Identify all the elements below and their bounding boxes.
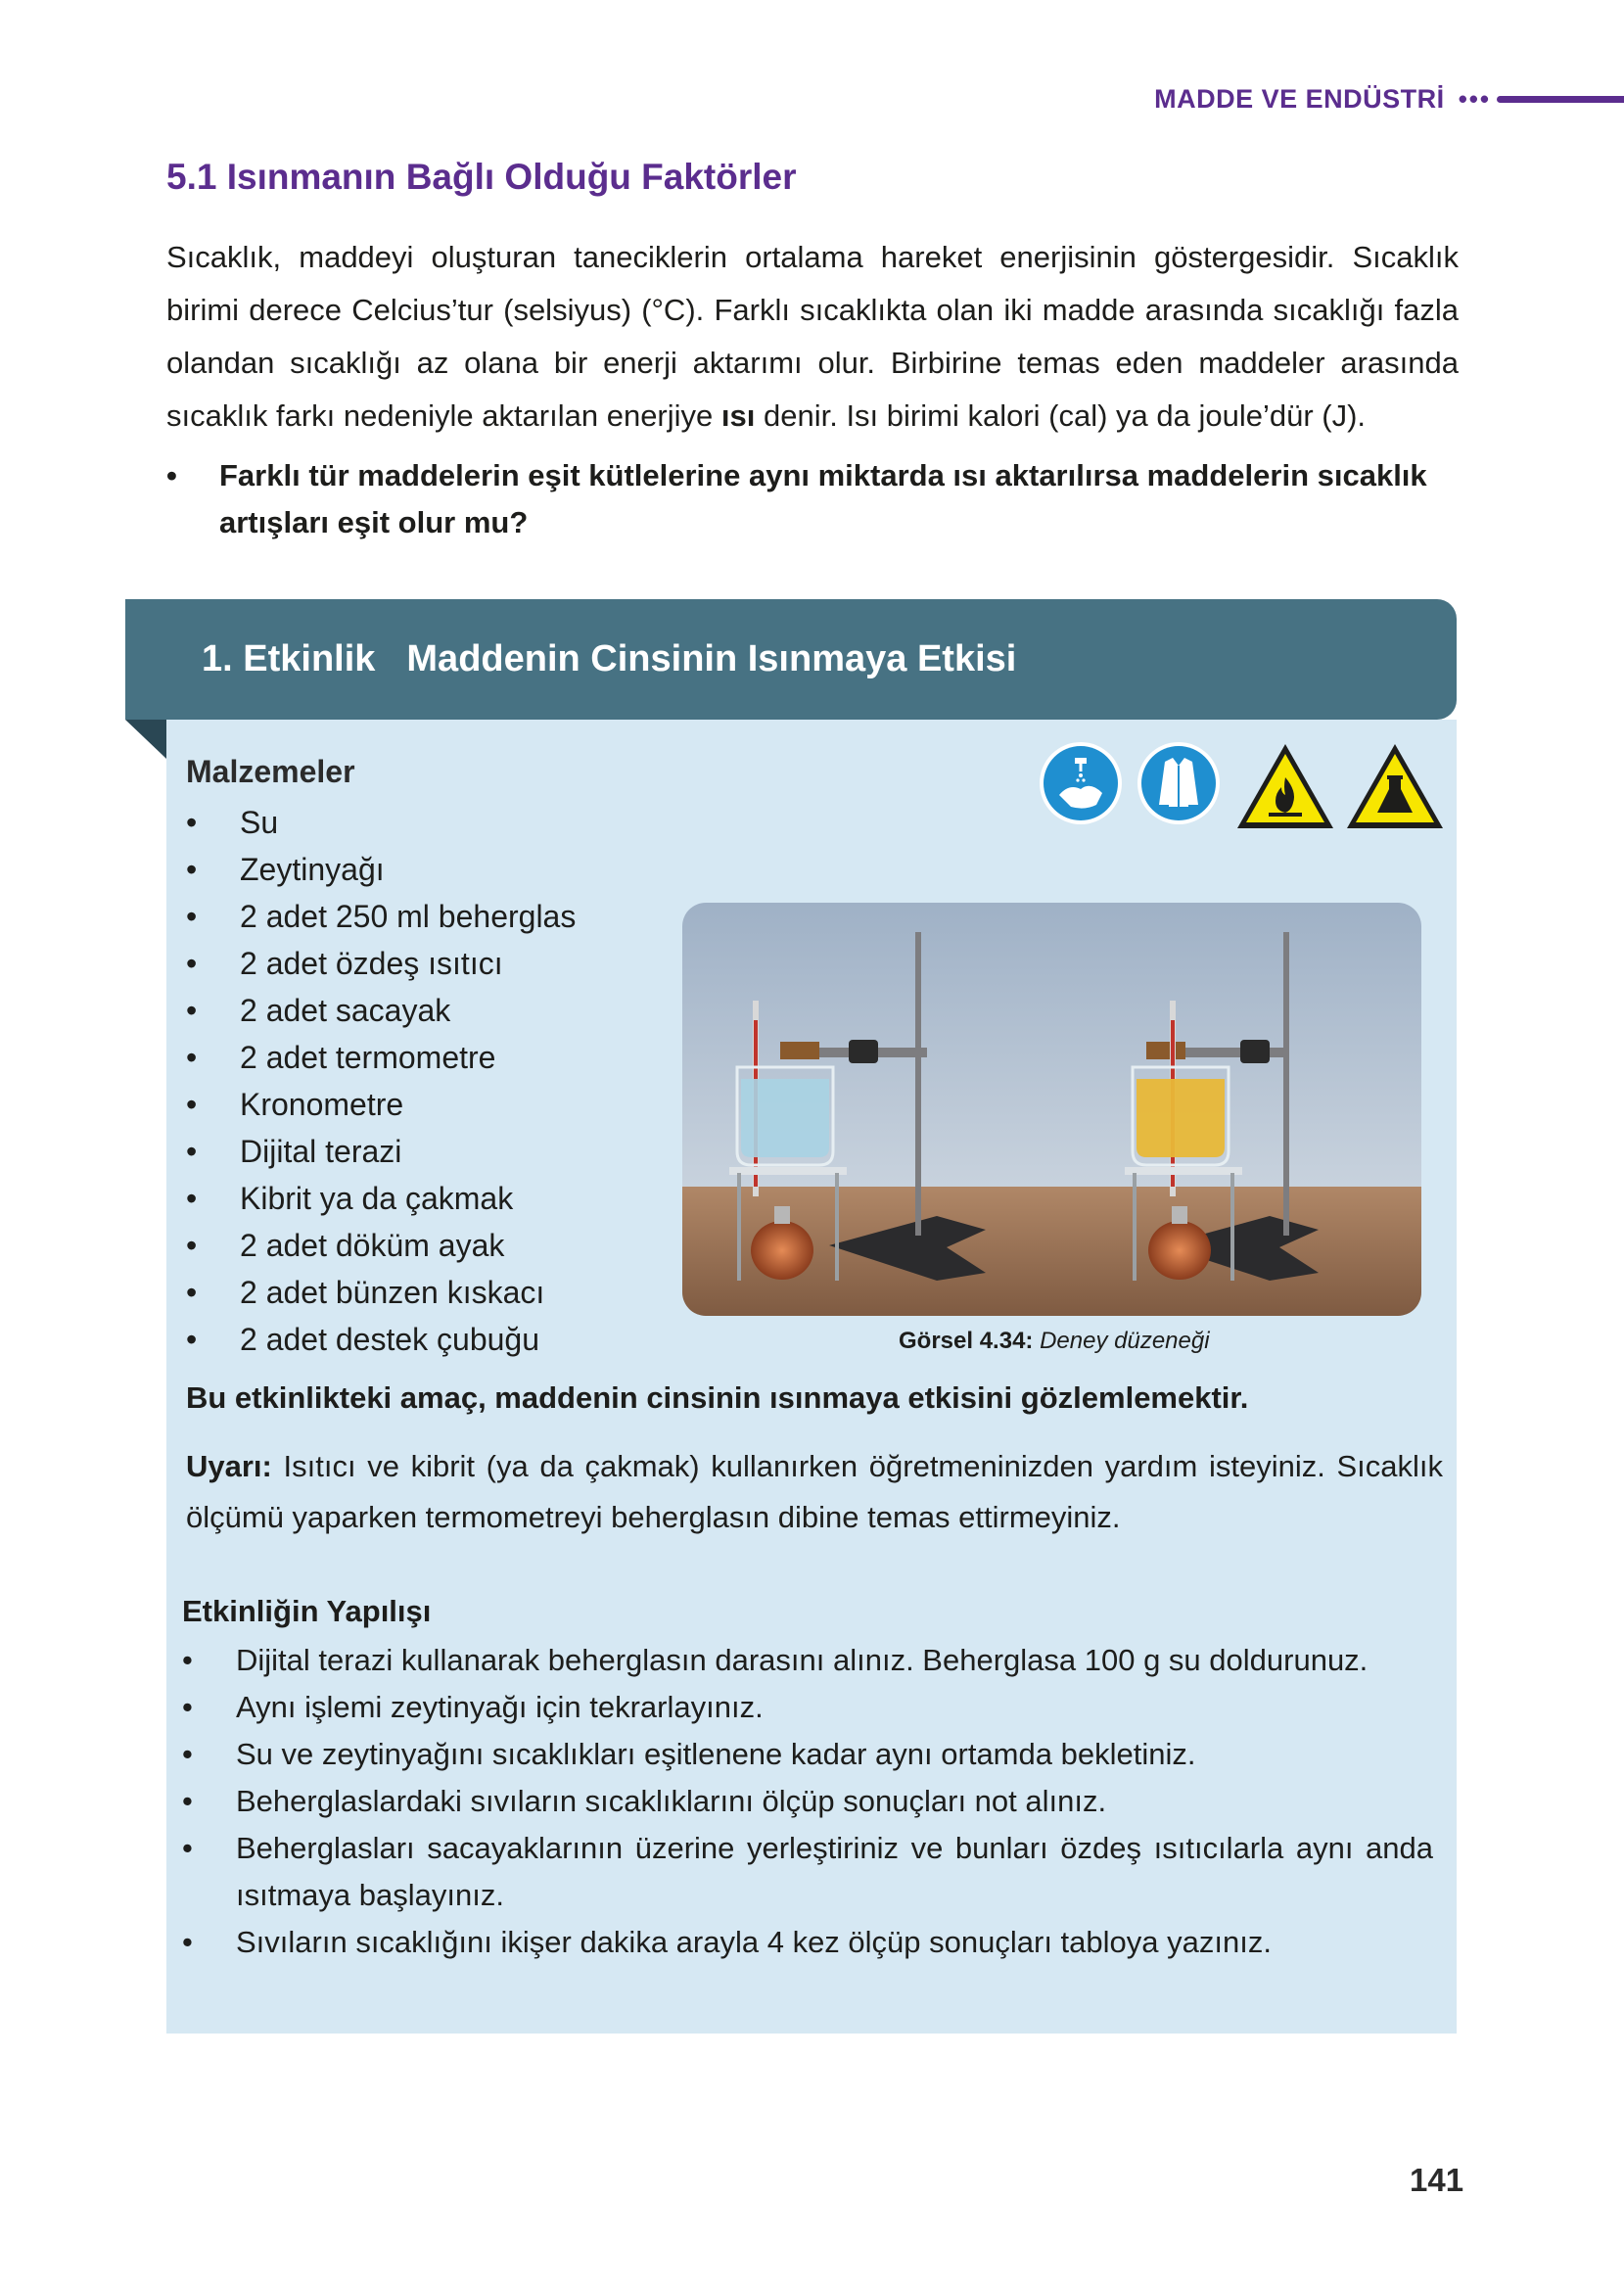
intro-bold-term: ısı [720, 398, 756, 433]
bullet: • [186, 946, 198, 981]
list-item [182, 1731, 1433, 1778]
list-item [186, 1222, 576, 1269]
list-item [182, 1778, 1433, 1825]
safety-icons [1038, 740, 1445, 834]
material-text: Zeytinyağı [240, 852, 385, 887]
activity-aim: Bu etkinlikteki amaç, maddenin cinsinin ısınmaya etkisini gözlemlemektir. [186, 1380, 1249, 1415]
material-text: Kronometre [240, 1087, 404, 1122]
flammable-warning-icon [1233, 740, 1337, 834]
question-text: Farklı tür maddelerin eşit kütlelerine aynı miktarda ısı aktarılırsa maddelerin sıcaklık artışları eşit olur mu? [219, 458, 1427, 539]
material-text: 2 adet özdeş ısıtıcı [240, 946, 503, 981]
intro-text-after: denir. Isı birimi kalori (cal) ya da joule’dür (J). [764, 398, 1367, 433]
materials-list [186, 799, 576, 1363]
material-text: Kibrit ya da çakmak [240, 1181, 514, 1216]
activity-banner [125, 599, 1457, 720]
section-title: 5.1 Isınmanın Bağlı Olduğu Faktörler [166, 157, 797, 197]
list-item [186, 1269, 576, 1316]
research-question [166, 452, 1459, 546]
bullet: • [186, 805, 198, 840]
bullet: • [186, 1087, 198, 1122]
warning-label: Uyarı: [186, 1449, 272, 1483]
caption-label: Görsel 4.34: [899, 1328, 1034, 1354]
bullet: • [186, 1134, 198, 1169]
bullet: • [182, 1784, 193, 1818]
bullet: • [182, 1643, 193, 1677]
intro-text-before: Sıcaklık, maddeyi oluşturan taneciklerin ortalama hareket enerjisinin göstergesidir. Sıcaklık birimi derece Celcius’tur (selsiyus) (°C). Farklı sıcaklıkta olan iki madde arasında sıcaklığı fazla olandan sıcaklığı az olana bir enerji aktarımı olur. Birbirine temas eden maddeler arasında sıcaklık farkı nedeniyle aktarılan enerjiye [166, 240, 1459, 433]
bullet: • [182, 1925, 193, 1959]
bullet: • [186, 852, 198, 887]
list-item [182, 1919, 1433, 1966]
chemical-warning-icon [1343, 740, 1447, 834]
list-item [182, 1825, 1433, 1919]
bullet: • [186, 1181, 198, 1216]
list-item [186, 940, 576, 987]
material-text: 2 adet bünzen kıskacı [240, 1275, 545, 1310]
header-rule [1497, 96, 1624, 103]
step-text: Aynı işlemi zeytinyağı için tekrarlayınız. [236, 1690, 764, 1724]
material-text: 2 adet döküm ayak [240, 1228, 505, 1263]
bullet: • [182, 1737, 193, 1771]
intro-paragraph [166, 231, 1459, 443]
bullet: • [186, 1228, 198, 1263]
material-text: 2 adet termometre [240, 1040, 496, 1075]
page-number: 141 [1410, 2162, 1464, 2198]
banner-fold [125, 720, 166, 759]
material-text: Dijital terazi [240, 1134, 402, 1169]
list-item [186, 1316, 576, 1363]
bullet: • [166, 458, 177, 492]
material-text: 2 adet destek çubuğu [240, 1322, 540, 1357]
caption-text: Deney düzeneği [1040, 1328, 1210, 1354]
list-item [186, 1034, 576, 1081]
list-item [186, 1081, 576, 1128]
list-item [182, 1637, 1433, 1684]
steps-list [182, 1637, 1433, 1966]
hand-wash-icon [1038, 740, 1124, 826]
material-text: Su [240, 805, 279, 840]
step-text: Dijital terazi kullanarak beherglasın darasını alınız. Beherglasa 100 g su doldurunuz. [236, 1643, 1369, 1677]
list-item [186, 987, 576, 1034]
bullet: • [186, 1322, 198, 1357]
lab-coat-icon [1136, 740, 1222, 826]
material-text: 2 adet sacayak [240, 993, 451, 1028]
activity-number: 1. Etkinlik [202, 638, 376, 679]
list-item [186, 846, 576, 893]
list-item [186, 893, 576, 940]
activity-title: Maddenin Cinsinin Isınmaya Etkisi [406, 638, 1017, 679]
warning-text: Isıtıcı ve kibrit (ya da çakmak) kullanırken öğretmeninizden yardım isteyiniz. Sıcaklık ölçümü yaparken termometreyi beherglasın dibine temas ettirmeyiniz. [186, 1449, 1443, 1534]
header-title: MADDE VE ENDÜSTRİ [1154, 83, 1445, 114]
step-text: Beherglaslardaki sıvıların sıcaklıklarını ölçüp sonuçları not alınız. [236, 1784, 1107, 1818]
bullet: • [182, 1831, 193, 1865]
step-text: Su ve zeytinyağını sıcaklıkları eşitlenene kadar aynı ortamda bekletiniz. [236, 1737, 1196, 1771]
material-text: 2 adet 250 ml beherglas [240, 899, 577, 934]
list-item [186, 1128, 576, 1175]
list-item [182, 1684, 1433, 1731]
header-dots: ••• [1458, 83, 1491, 114]
running-header [1154, 74, 1624, 123]
steps-title: Etkinliğin Yapılışı [182, 1594, 432, 1628]
experiment-photo [682, 903, 1421, 1316]
bullet: • [186, 993, 198, 1028]
activity-warning [186, 1441, 1443, 1543]
step-text: Beherglasları sacayaklarının üzerine yerleştiriniz ve bunları özdeş ısıtıcılarla aynı anda ısıtmaya başlayınız. [236, 1831, 1433, 1912]
list-item [186, 799, 576, 846]
bullet: • [186, 899, 198, 934]
step-text: Sıvıların sıcaklığını ikişer dakika arayla 4 kez ölçüp sonuçları tabloya yazınız. [236, 1925, 1272, 1959]
bullet: • [186, 1275, 198, 1310]
materials-title: Malzemeler [186, 754, 355, 789]
figure-caption [899, 1328, 1210, 1355]
bullet: • [182, 1690, 193, 1724]
bullet: • [186, 1040, 198, 1075]
list-item [186, 1175, 576, 1222]
